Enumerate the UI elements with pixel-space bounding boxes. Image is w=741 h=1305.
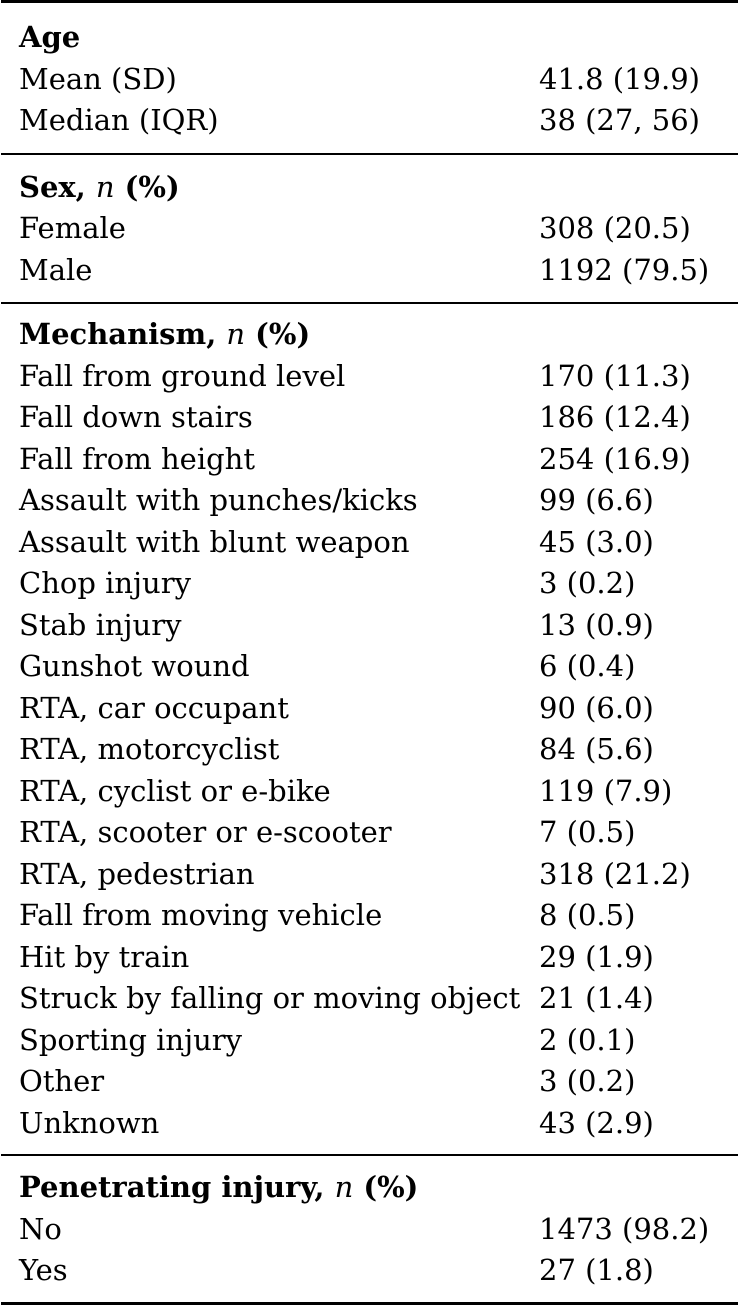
table-row: [1, 522, 738, 564]
table-row: [1, 563, 738, 605]
table-row: [1, 812, 738, 854]
row-value: 43 (2.9): [539, 1105, 654, 1140]
row-value: 27 (1.8): [539, 1253, 654, 1288]
row-value: 41.8 (19.9): [539, 61, 700, 96]
row-label: Female: [19, 211, 126, 246]
table-row: [1, 59, 738, 101]
section-title-n: n: [95, 169, 115, 204]
row-value: 1473 (98.2): [539, 1211, 710, 1246]
section-title-n: n: [226, 317, 246, 352]
table-row: [1, 1061, 738, 1103]
row-label: Fall down stairs: [19, 400, 253, 435]
row-value: 8 (0.5): [539, 898, 636, 933]
row-value: 38 (27, 56): [539, 103, 700, 138]
table-row: [1, 771, 738, 813]
section-title-n: n: [334, 1170, 354, 1205]
row-label: RTA, pedestrian: [19, 856, 255, 891]
row-label: Median (IQR): [19, 103, 219, 138]
section-title: Mechanism,: [19, 317, 227, 352]
row-label: Unknown: [19, 1105, 160, 1140]
row-label: Hit by train: [19, 939, 190, 974]
row-value: 90 (6.0): [539, 690, 654, 725]
row-value: 7 (0.5): [539, 815, 636, 850]
table-row: [1, 439, 738, 481]
section-sex: [1, 155, 738, 303]
row-label: Yes: [19, 1253, 68, 1288]
row-label: Male: [19, 252, 93, 287]
row-value: 318 (21.2): [539, 856, 691, 891]
section-age: [1, 3, 738, 153]
section-header: [1, 314, 738, 356]
row-label: Sporting injury: [19, 1022, 243, 1057]
table-row: [1, 1103, 738, 1145]
table-row: [1, 1209, 738, 1251]
row-value: 99 (6.6): [539, 483, 654, 518]
table-row: [1, 356, 738, 398]
row-label: Assault with punches/kicks: [19, 483, 418, 518]
row-label: Fall from moving vehicle: [19, 898, 383, 933]
row-label: Gunshot wound: [19, 649, 250, 684]
table-row: [1, 1020, 738, 1062]
table-row: [1, 208, 738, 250]
section-title-pct: (%): [245, 317, 311, 352]
row-label: Fall from ground level: [19, 358, 346, 393]
row-label: RTA, car occupant: [19, 690, 289, 725]
section-title: Penetrating injury,: [19, 1170, 335, 1205]
table-row: [1, 397, 738, 439]
section-mechanism: [1, 304, 738, 1154]
row-value: 13 (0.9): [539, 607, 654, 642]
section-title-pct: (%): [114, 169, 180, 204]
row-label: Struck by falling or moving object: [19, 981, 521, 1016]
row-label: RTA, motorcyclist: [19, 732, 280, 767]
row-value: 2 (0.1): [539, 1022, 636, 1057]
table-row: [1, 605, 738, 647]
row-value: 21 (1.4): [539, 981, 654, 1016]
row-value: 3 (0.2): [539, 1064, 636, 1099]
row-label: RTA, cyclist or e-bike: [19, 773, 331, 808]
table-row: [1, 937, 738, 979]
row-value: 1192 (79.5): [539, 252, 710, 287]
row-label: Other: [19, 1064, 105, 1099]
table-row: [1, 1250, 738, 1292]
row-value: 254 (16.9): [539, 441, 691, 476]
row-label: Chop injury: [19, 566, 191, 601]
row-label: Assault with blunt weapon: [19, 524, 410, 559]
row-label: Stab injury: [19, 607, 182, 642]
table-row: [1, 480, 738, 522]
bottom-rule: [1, 1302, 738, 1305]
table-row: [1, 895, 738, 937]
row-label: Fall from height: [19, 441, 255, 476]
table-row: [1, 729, 738, 771]
row-value: 170 (11.3): [539, 358, 691, 393]
section-title-pct: (%): [353, 1170, 419, 1205]
row-value: 6 (0.4): [539, 649, 636, 684]
section-title: Sex,: [19, 169, 96, 204]
row-value: 3 (0.2): [539, 566, 636, 601]
row-value: 186 (12.4): [539, 400, 691, 435]
section-title: Age: [19, 20, 81, 55]
row-value: 84 (5.6): [539, 732, 654, 767]
table-row: [1, 978, 738, 1020]
section-header: [1, 17, 738, 59]
table-row: [1, 646, 738, 688]
row-value: 45 (3.0): [539, 524, 654, 559]
row-label: Mean (SD): [19, 61, 177, 96]
demographics-table: [1, 0, 738, 1305]
section-header: [1, 1167, 738, 1209]
row-label: No: [19, 1211, 62, 1246]
row-value: 308 (20.5): [539, 211, 691, 246]
table-row: [1, 688, 738, 730]
row-label: RTA, scooter or e-scooter: [19, 815, 392, 850]
table-row: [1, 100, 738, 142]
section-header: [1, 167, 738, 209]
table-row: [1, 854, 738, 896]
row-value: 119 (7.9): [539, 773, 673, 808]
table-row: [1, 250, 738, 292]
row-value: 29 (1.9): [539, 939, 654, 974]
